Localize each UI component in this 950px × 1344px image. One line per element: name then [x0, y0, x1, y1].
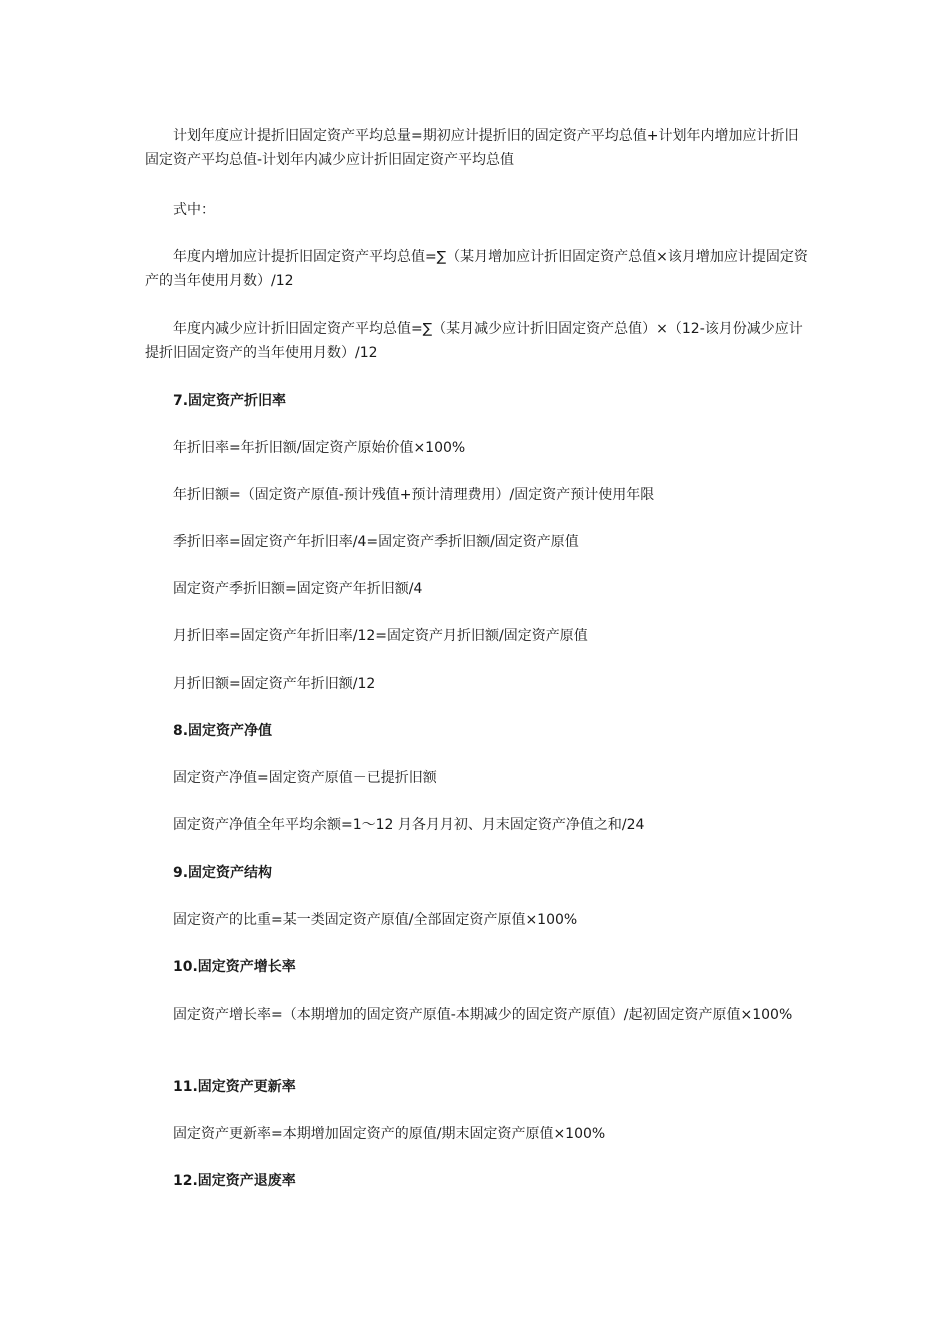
formula-line: 固定资产更新率=本期增加固定资产的原值/期末固定资产原值×100%	[173, 1126, 606, 1142]
section-heading-11: 11.固定资产更新率	[173, 1079, 296, 1095]
formula-line: 固定资产增长率=（本期增加的固定资产原值-本期减少的固定资产原值）/起初固定资产原值×100%	[173, 1007, 793, 1023]
formula-line: 固定资产净值=固定资产原值－已提折旧额	[173, 770, 437, 786]
paragraph-plan-average: 计划年度应计提折旧固定资产平均总量=期初应计提折旧的固定资产平均总值+计划年内增加应计折旧固定资产平均总值-计划年内减少应计折旧固定资产平均总值	[145, 128, 799, 168]
formula-line: 固定资产净值全年平均余额=1～12 月各月月初、月末固定资产净值之和/24	[173, 817, 645, 833]
paragraph-where: 式中：	[173, 202, 215, 218]
section-heading-10: 10.固定资产增长率	[173, 959, 296, 975]
formula-line: 季折旧率=固定资产年折旧率/4=固定资产季折旧额/固定资产原值	[173, 534, 579, 550]
paragraph-decrease-average: 年度内减少应计折旧固定资产平均总值=∑（某月减少应计折旧固定资产总值）×（12-该月份减少应计提折旧固定资产的当年使用月数）/12	[145, 321, 803, 361]
formula-line: 固定资产的比重=某一类固定资产原值/全部固定资产原值×100%	[173, 912, 578, 928]
section-heading-7: 7.固定资产折旧率	[173, 393, 287, 409]
formula-line: 固定资产季折旧额=固定资产年折旧额/4	[173, 581, 423, 597]
section-heading-8: 8.固定资产净值	[173, 723, 273, 739]
formula-line: 年折旧额=（固定资产原值-预计残值+预计清理费用）/固定资产预计使用年限	[173, 487, 655, 503]
formula-line: 年折旧率=年折旧额/固定资产原始价值×100%	[173, 440, 466, 456]
formula-line: 月折旧额=固定资产年折旧额/12	[173, 676, 376, 692]
formula-line: 月折旧率=固定资产年折旧率/12=固定资产月折旧额/固定资产原值	[173, 628, 588, 644]
paragraph-increase-average: 年度内增加应计提折旧固定资产平均总值=∑（某月增加应计折旧固定资产总值×该月增加应计提固定资产的当年使用月数）/12	[145, 249, 808, 289]
section-heading-12: 12.固定资产退废率	[173, 1173, 296, 1189]
section-heading-9: 9.固定资产结构	[173, 865, 273, 881]
